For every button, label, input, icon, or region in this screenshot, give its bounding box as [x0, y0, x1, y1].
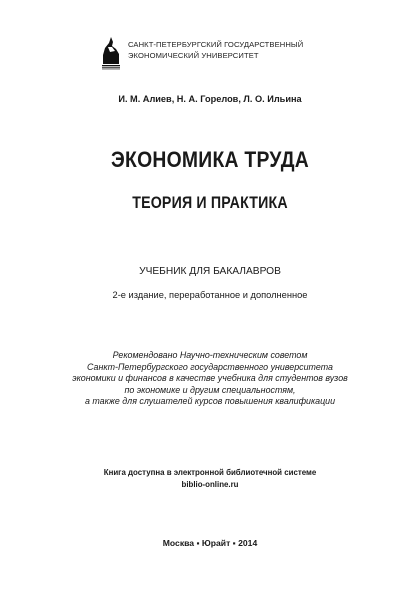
publisher-header	[100, 34, 390, 70]
university-name	[128, 39, 303, 61]
ebs-website: biblio-online.ru	[181, 480, 239, 489]
university-name-line1: САНКТ-ПЕТЕРБУРГСКИЙ ГОСУДАРСТВЕННЫЙ	[128, 40, 304, 49]
imprint: Москва ▪ Юрайт ▪ 2014	[162, 538, 258, 548]
edition-note: 2-е издание, переработанное и дополненное	[112, 290, 308, 300]
book-subtitle: ТЕОРИЯ И ПРАКТИКА	[132, 194, 288, 212]
ebs-notice	[0, 467, 420, 491]
authors: И. М. Алиев, Н. А. Горелов, Л. О. Ильина	[118, 94, 302, 104]
book-type: УЧЕБНИК ДЛЯ БАКАЛАВРОВ	[139, 266, 281, 277]
university-emblem-icon	[100, 34, 122, 70]
ebs-notice-text: Книга доступна в электронной библиотечной системе	[103, 468, 317, 477]
recommendation-line: экономики и финансов в качестве учебника для студентов вузов	[72, 373, 348, 383]
university-name-line2: ЭКОНОМИЧЕСКИЙ УНИВЕРСИТЕТ	[128, 51, 259, 60]
recommendation-line: по экономике и другим специальностям,	[124, 384, 296, 395]
recommendation-line: Рекомендовано Научно-техническим советом	[112, 350, 308, 360]
recommendation-line: а также для слушателей курсов повышения квалификации	[84, 396, 336, 406]
recommendation-line: Санкт-Петербургского государственного университета	[87, 361, 333, 372]
book-title: ЭКОНОМИКА ТРУДА	[110, 147, 309, 172]
recommendation-block	[0, 350, 420, 408]
